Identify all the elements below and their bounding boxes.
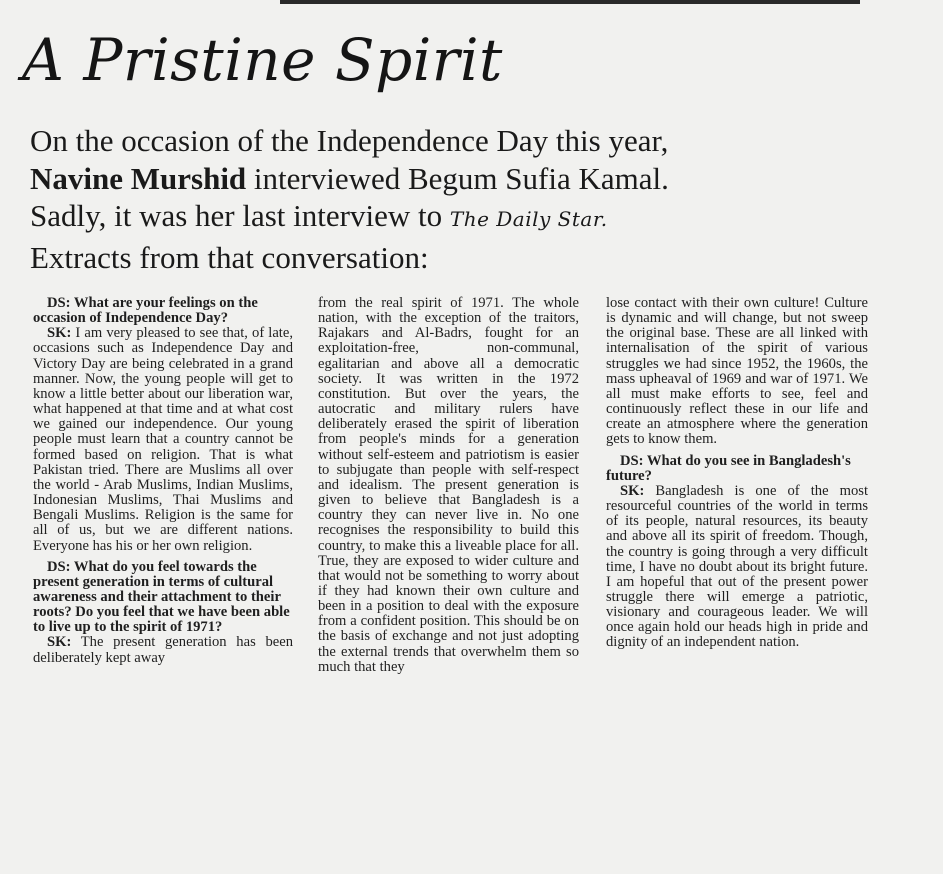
column-1 [33, 296, 293, 666]
answer-2-conclusion: lose contact with their own culture! Culture is dynamic and will change, but not sweep the original base. These are all linked with internalisation of the spirit of various struggles we had since 1952, the 1960s, the mass upheaval of 1969 and war of 1971. We all must make efforts to see, feel and continuously reflect these in our life and create an atmosphere where the generation gets to know them. [606, 295, 868, 448]
standfirst-line-3 [30, 197, 930, 239]
standfirst-line-2-rest: interviewed Begum Sufia Kamal. [246, 160, 669, 196]
answer-3-text: Bangladesh is one of the most resourceful countries of the world in terms of its people, natural resources, its beauty and above all its spirit of freedom. Though, the country is going through a very difficult time, I have no doubt about its bright future. I am hopeful that out of the present power struggle there will emerge a patriotic, visionary and courageous leader. We will once again hold our heads high in pride and dignity of an independent nation. [606, 482, 868, 651]
question-3: DS: What do you see in Bangladesh's future? [606, 452, 851, 484]
question-2: DS: What do you feel towards the present generation in terms of cultural awareness and their attachment to their roots? Do you feel that we have been able to live up to the spirit of 1971? [33, 558, 290, 636]
masthead-logo: The Daily Star. [449, 207, 608, 231]
answer-2-continued: from the real spirit of 1971. The whole nation, with the exception of the traitors, Rajakars and Al-Badrs, fought for an exploitation-free, non-communal, egalitarian and above all a democratic society. It was written in the 1972 constitution. But over the years, the autocratic and military rulers have deliberately erased the spirit of liberation from people's minds for a generation without self-esteem and patriotism is easier to subjugate than people with self-respect and idealism. The present generation is given to believe that Bangladesh is a country they can never live in. No one recognises the responsibility to build this country, to make this a liveable place for all. True, they are exposed to wider culture and that would not be something to worry about if they had known their own culture and been in a position to deal with the exposure from a confident position. This should be on the basis of exchange and not just adopting the external trends that overwhelm them so much that they [318, 295, 579, 675]
question-1: DS: What are your feelings on the occasion of Independence Day? [33, 295, 258, 327]
answer-3-label: SK: [620, 482, 645, 499]
answer-1-text: I am very pleased to see that, of late, occasions such as Independence Day and Victory Day are being celebrated in a grand manner. Now, the young people will get to know a little better about our liberation war, what happened at that time and at what cost we gained our independence. Our young people must learn that a country cannot be formed based on religion. That is what Pakistan tried. There are Muslims all over the world - Arab Muslims, Indian Muslims, Indonesian Muslims, Thai Muslims and Bengali Muslims. Religion is the same for all of us, but we are different nations. Everyone has his or her own religion. [33, 325, 293, 554]
answer-1-label: SK: [47, 325, 72, 342]
answer-2-label: SK: [47, 634, 72, 651]
answer-3 [606, 484, 868, 651]
headline: A Pristine Spirit [22, 26, 503, 94]
standfirst-line-3-text: Sadly, it was her last interview to [30, 198, 450, 233]
standfirst-line-4: Extracts from that conversation: [30, 239, 429, 275]
answer-1 [33, 326, 293, 553]
answer-2 [33, 635, 293, 665]
answer-2-text: The present generation has been deliberately kept away [33, 634, 293, 666]
column-3 [606, 296, 868, 651]
column-2 [318, 296, 579, 675]
standfirst-line-2 [30, 160, 930, 198]
standfirst-line-1: On the occasion of the Independence Day this year, [30, 123, 669, 158]
standfirst [30, 122, 930, 276]
top-rule [280, 0, 860, 4]
interviewer-name: Navine Murshid [30, 160, 247, 196]
